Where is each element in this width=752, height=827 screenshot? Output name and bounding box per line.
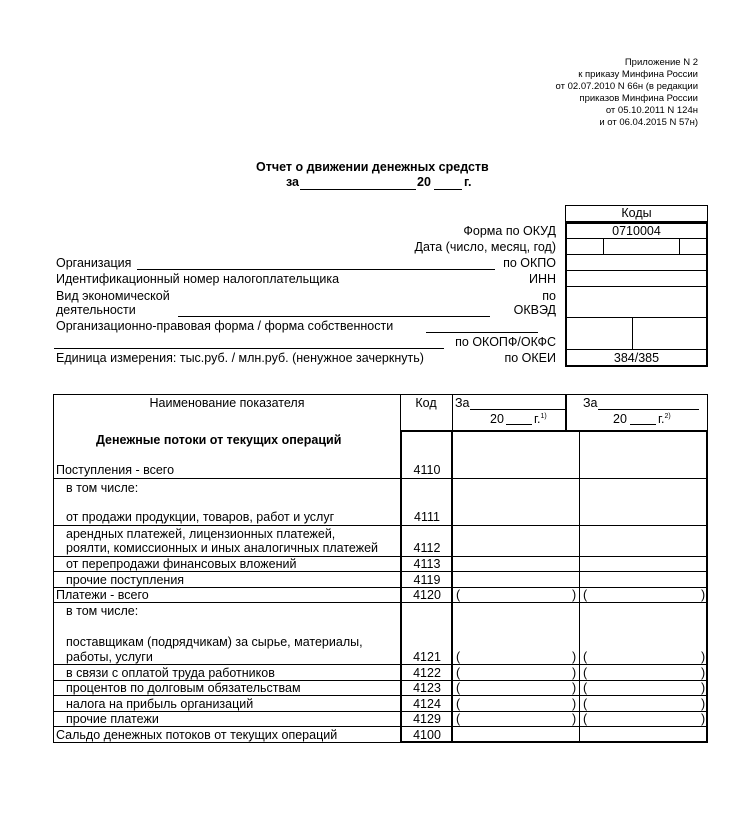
paren-open: ( — [456, 666, 461, 680]
legal-form-input-line[interactable] — [426, 332, 538, 333]
table-top-border — [53, 394, 708, 395]
activity-label-2: деятельности — [56, 303, 136, 317]
col-period2-prefix: За — [583, 396, 598, 410]
paren-close: ) — [701, 650, 706, 664]
paren-close: ) — [701, 666, 706, 680]
date-label: Дата (число, месяц, год) — [414, 240, 556, 254]
org-input-line[interactable] — [137, 269, 495, 270]
header-note-line: к приказу Минфина России — [578, 69, 698, 80]
row-name: процентов по долговым обязательствам — [66, 681, 301, 695]
report-period-year: 20 — [417, 175, 431, 189]
row-name: от перепродажи финансовых вложений — [66, 557, 297, 571]
activity-input-line[interactable] — [178, 316, 490, 317]
report-period-prefix: за — [286, 175, 300, 189]
period1-blank[interactable] — [470, 409, 566, 410]
okved-label-2: ОКВЭД — [513, 303, 556, 317]
header-note-line: Приложение N 2 — [624, 57, 698, 68]
paren-open: ( — [583, 697, 588, 711]
row-code: 4121 — [413, 650, 441, 664]
row-line — [53, 478, 708, 479]
row-name: в связи с оплатой труда работников — [66, 666, 275, 680]
paren-close: ) — [572, 666, 577, 680]
codes-box — [565, 222, 708, 367]
paren-close: ) — [701, 588, 706, 602]
row-line — [53, 525, 708, 526]
row-name: поставщикам (подрядчикам) за сырье, материалы, — [66, 635, 363, 649]
paren-open: ( — [456, 650, 461, 664]
inn-field-label: Идентификационный номер налогоплательщика — [56, 272, 340, 286]
codes-divider — [565, 317, 708, 318]
row-name: Поступления - всего — [56, 463, 175, 477]
paren-close: ) — [701, 697, 706, 711]
paren-open: ( — [456, 697, 461, 711]
legal-form-label: Организационно-правовая форма / форма собственности — [56, 319, 394, 333]
paren-close: ) — [701, 712, 706, 726]
col-period2-year: 20 — [613, 412, 627, 426]
row-code: 4120 — [413, 588, 441, 602]
okpo-label: по ОКПО — [503, 256, 556, 270]
paren-open: ( — [583, 681, 588, 695]
row-name-cont: роялти, комиссионных и иных аналогичных платежей — [66, 541, 379, 555]
year-blank[interactable] — [434, 189, 462, 190]
row-name: прочие поступления — [66, 573, 185, 587]
paren-close: ) — [572, 712, 577, 726]
legal-form-input-line-2[interactable] — [54, 348, 444, 349]
row-code: 4100 — [413, 728, 441, 742]
period2-blank[interactable] — [598, 409, 699, 410]
row-code: 4129 — [413, 712, 441, 726]
row-name: прочие платежи — [66, 712, 159, 726]
codes-divider — [565, 270, 708, 271]
report-title: Отчет о движении денежных средств — [256, 160, 489, 174]
col-name-header: Наименование показателя — [149, 396, 305, 410]
report-period-suffix: г. — [464, 175, 472, 189]
paren-open: ( — [583, 712, 588, 726]
paren-open: ( — [583, 588, 588, 602]
date-divider — [679, 238, 680, 254]
codes-divider — [565, 349, 708, 350]
col-period1-prefix: За — [455, 396, 470, 410]
row-code: 4119 — [413, 573, 441, 587]
period-blank[interactable] — [300, 189, 416, 190]
paren-open: ( — [583, 650, 588, 664]
date-divider — [603, 238, 604, 254]
col-code-header: Код — [415, 396, 437, 410]
activity-label-1: Вид экономической — [56, 289, 170, 303]
section-title: Денежные потоки от текущих операций — [96, 433, 342, 447]
row-line — [53, 726, 708, 727]
row-name: Платежи - всего — [56, 588, 149, 602]
col-period1-suffix: г.$^{1)}$ — [534, 412, 547, 427]
row-code: 4113 — [413, 557, 441, 571]
okud-label: Форма по ОКУД — [463, 224, 556, 238]
paren-close: ) — [572, 681, 577, 695]
paren-close: ) — [572, 697, 577, 711]
paren-open: ( — [456, 588, 461, 602]
row-code: 4110 — [413, 463, 441, 477]
okud-value: 0710004 — [612, 224, 661, 238]
table-left-border — [53, 394, 54, 743]
col-period1-year: 20 — [490, 412, 504, 426]
header-note-line: и от 06.04.2015 N 57н) — [599, 117, 698, 128]
header-divider — [452, 394, 453, 430]
inn-label: ИНН — [528, 272, 556, 286]
row-code: 4112 — [413, 541, 441, 555]
row-name: в том числе: — [66, 604, 139, 618]
okved-label-1: по — [542, 289, 556, 303]
row-name-cont: работы, услуги — [66, 650, 153, 664]
codes-divider — [565, 238, 708, 239]
period2-year-blank[interactable] — [630, 424, 656, 425]
row-line — [53, 587, 708, 588]
row-name: налога на прибыль организаций — [66, 697, 254, 711]
col-period2-suffix: г.$^{2)}$ — [658, 412, 671, 427]
header-divider — [707, 394, 708, 430]
paren-close: ) — [701, 681, 706, 695]
okopf-label: по ОКОПФ/ОКФС — [455, 335, 556, 349]
codes-divider — [565, 286, 708, 287]
row-code: 4111 — [414, 510, 440, 524]
codes-divider — [565, 254, 708, 255]
paren-open: ( — [456, 712, 461, 726]
paren-close: ) — [572, 650, 577, 664]
row-code: 4124 — [413, 697, 441, 711]
row-code: 4122 — [413, 666, 441, 680]
table-bottom-border — [53, 742, 401, 743]
okei-label: по ОКЕИ — [504, 351, 556, 365]
row-name: в том числе: — [66, 481, 139, 495]
row-line — [53, 664, 708, 665]
period1-year-blank[interactable] — [506, 424, 532, 425]
paren-open: ( — [583, 666, 588, 680]
row-line — [53, 571, 708, 572]
row-name: арендных платежей, лицензионных платежей, — [66, 527, 336, 541]
header-note-line: от 02.07.2010 N 66н (в редакции — [555, 81, 698, 92]
header-note-line: приказов Минфина России — [579, 93, 698, 104]
header-col-divider-thick — [565, 394, 567, 430]
okopf-divider — [632, 317, 633, 349]
paren-open: ( — [456, 681, 461, 695]
codes-header: Коды — [621, 206, 652, 220]
header-note-line: от 05.10.2011 N 124н — [605, 105, 698, 116]
paren-close: ) — [572, 588, 577, 602]
row-name: от продажи продукции, товаров, работ и услуг — [66, 510, 335, 524]
row-name: Сальдо денежных потоков от текущих операций — [56, 728, 338, 742]
row-line — [53, 602, 708, 603]
unit-label: Единица измерения: тыс.руб. / млн.руб. (ненужное зачеркнуть) — [56, 351, 424, 365]
row-line — [53, 695, 708, 696]
org-label: Организация — [56, 256, 132, 270]
okei-value: 384/385 — [613, 351, 660, 365]
row-code: 4123 — [413, 681, 441, 695]
